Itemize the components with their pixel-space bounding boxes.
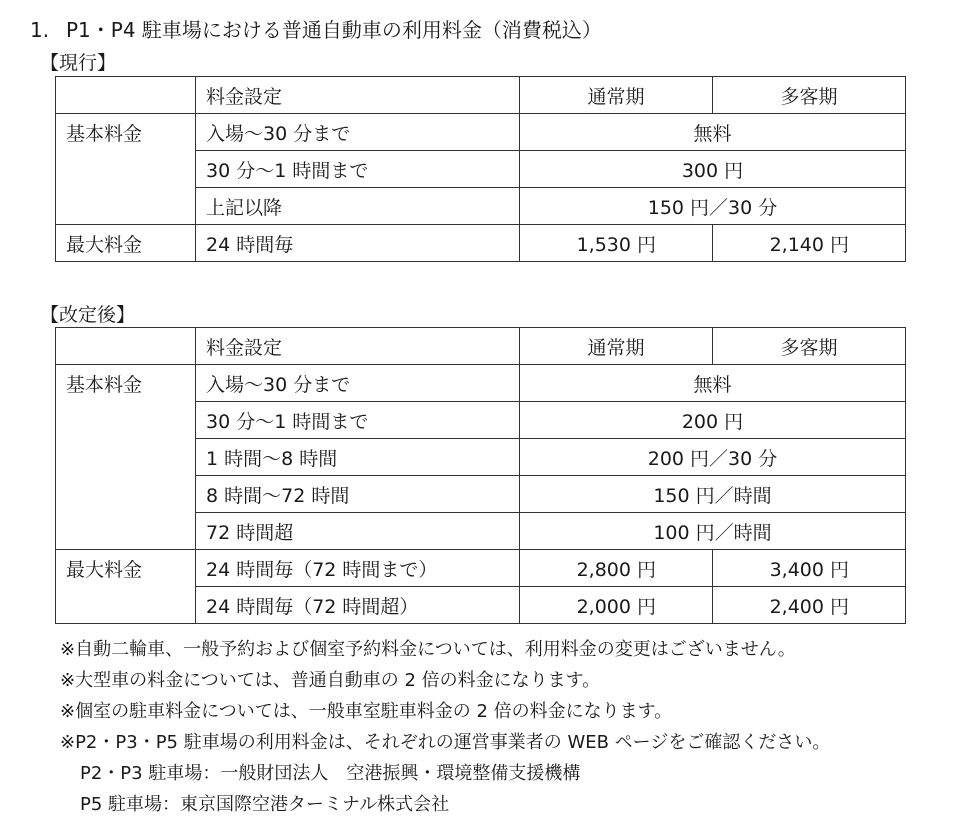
note-item: ※個室の駐車料金については、一般車室駐車料金の 2 倍の料金になります。: [60, 701, 673, 722]
header-setting: 料金設定: [196, 328, 520, 365]
max-fee-label: 最大料金: [56, 550, 196, 587]
table-row: [56, 365, 906, 402]
setting-cell: 30 分～1 時間まで: [196, 402, 520, 439]
setting-cell: 入場～30 分まで: [196, 114, 520, 151]
setting-cell: 72 時間超: [196, 513, 520, 550]
basic-fee-label: 基本料金: [56, 365, 196, 402]
table-row: [56, 587, 906, 624]
table-row: [56, 225, 906, 262]
setting-cell: 8 時間～72 時間: [196, 476, 520, 513]
setting-cell: 入場～30 分まで: [196, 365, 520, 402]
current-fee-table: [55, 76, 906, 262]
table-row: [56, 476, 906, 513]
table-row: [56, 151, 906, 188]
fee-cell: 150 円／時間: [520, 476, 906, 513]
corner-cell: [56, 328, 196, 365]
table-row: [56, 513, 906, 550]
setting-cell: 24 時間毎（72 時間まで）: [196, 550, 520, 587]
setting-cell: 1 時間～8 時間: [196, 439, 520, 476]
table-row: [56, 550, 906, 587]
table-row: [56, 439, 906, 476]
blank-cell: [56, 587, 196, 624]
note-item: ※P2・P3・P5 駐車場の利用料金は、それぞれの運営事業者の WEB ページをご確認ください。: [60, 732, 831, 753]
fee-cell: 300 円: [520, 151, 906, 188]
blank-cell: [56, 188, 196, 225]
section-number: 1.: [30, 18, 50, 42]
busy-fee-cell: 2,140 円: [713, 225, 906, 262]
fee-cell: 200 円: [520, 402, 906, 439]
max-fee-label: 最大料金: [56, 225, 196, 262]
normal-fee-cell: 1,530 円: [520, 225, 713, 262]
normal-fee-cell: 2,000 円: [520, 587, 713, 624]
section-title: P1・P4 駐車場における普通自動車の利用料金（消費税込）: [66, 18, 602, 42]
setting-cell: 24 時間毎（72 時間超）: [196, 587, 520, 624]
header-normal-period: 通常期: [520, 328, 713, 365]
current-label: 【現行】: [40, 52, 117, 74]
note-sub-item: P2・P3 駐車場：一般財団法人 空港振興・環境整備支援機構: [80, 763, 581, 784]
setting-cell: 上記以降: [196, 188, 520, 225]
busy-fee-cell: 2,400 円: [713, 587, 906, 624]
header-busy-period: 多客期: [713, 77, 906, 114]
blank-cell: [56, 439, 196, 476]
note-item: ※大型車の料金については、普通自動車の 2 倍の料金になります。: [60, 670, 601, 691]
note-item: ※自動二輪車、一般予約および個室予約料金については、利用料金の変更はございません。: [60, 639, 796, 660]
corner-cell: [56, 77, 196, 114]
blank-cell: [56, 402, 196, 439]
busy-fee-cell: 3,400 円: [713, 550, 906, 587]
note-sub-item: P5 駐車場：東京国際空港ターミナル株式会社: [80, 794, 450, 815]
table-header-row: [56, 328, 906, 365]
setting-cell: 24 時間毎: [196, 225, 520, 262]
blank-cell: [56, 151, 196, 188]
header-normal-period: 通常期: [520, 77, 713, 114]
table-row: [56, 402, 906, 439]
normal-fee-cell: 2,800 円: [520, 550, 713, 587]
revised-fee-table: [55, 327, 906, 624]
table-row: [56, 114, 906, 151]
table-row: [56, 188, 906, 225]
table-header-row: [56, 77, 906, 114]
setting-cell: 30 分～1 時間まで: [196, 151, 520, 188]
fee-cell: 無料: [520, 365, 906, 402]
blank-cell: [56, 476, 196, 513]
section-heading: [30, 14, 602, 43]
fee-cell: 無料: [520, 114, 906, 151]
header-busy-period: 多客期: [713, 328, 906, 365]
fee-cell: 100 円／時間: [520, 513, 906, 550]
notes: [60, 634, 830, 820]
header-setting: 料金設定: [196, 77, 520, 114]
fee-cell: 150 円／30 分: [520, 188, 906, 225]
revised-label: 【改定後】: [40, 304, 136, 326]
fee-cell: 200 円／30 分: [520, 439, 906, 476]
basic-fee-label: 基本料金: [56, 114, 196, 151]
blank-cell: [56, 513, 196, 550]
